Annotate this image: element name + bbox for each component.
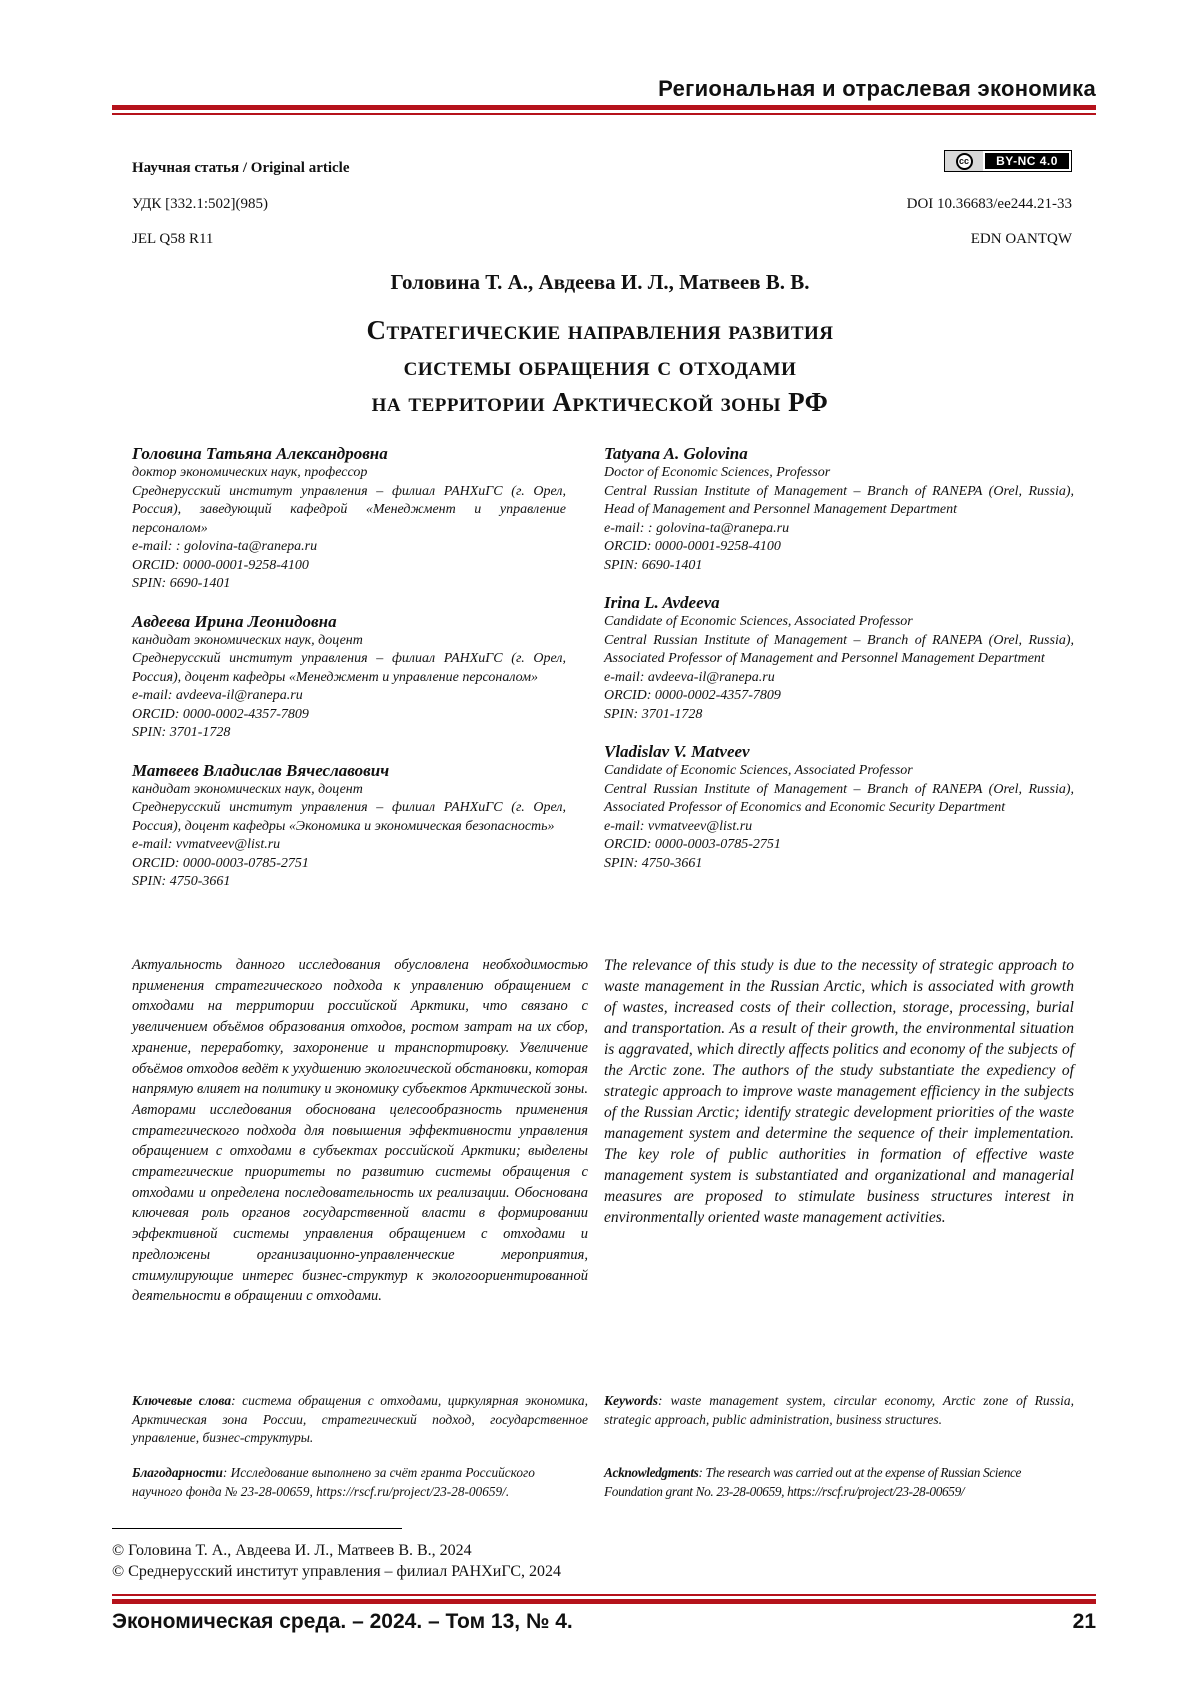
author-orcid: ORCID: 0000-0003-0785-2751 (132, 855, 309, 871)
author-spin: SPIN: 4750-3661 (604, 855, 703, 871)
authors-ru-column (132, 444, 566, 910)
author-name: Головина Татьяна Александровна (132, 444, 388, 463)
author-email[interactable]: e-mail: vvmatveev@list.ru (132, 837, 281, 852)
title-line-1: Стратегические направления развития (366, 315, 834, 345)
footer-rule-thin (112, 1594, 1096, 1596)
page-number: 21 (1072, 1610, 1096, 1633)
author-affiliation: Среднерусский институт управления – филиал РАНХиГС (г. Орел, Россия), доцент кафедры «Менеджмент и управление персоналом» (132, 651, 566, 685)
author-spin: SPIN: 6690-1401 (132, 576, 231, 591)
acknowledgments-ru (132, 1463, 588, 1501)
keywords-en-text: : waste management system, circular economy, Arctic zone of Russia, strategic approach, public administration, business structures. (604, 1393, 1074, 1427)
ack-ru-text: : Исследование выполнено за счёт гранта Российского научного фонда № 23-28-00659, https://rscf.ru/project/23-28-00659/. (132, 1465, 535, 1499)
author-name: Авдеева Ирина Леонидовна (132, 611, 337, 631)
cc-icon: cc (945, 151, 983, 171)
author-degree: Doctor of Economic Sciences, Professor (604, 465, 831, 480)
header-rule-thin (112, 113, 1096, 115)
footer (112, 1610, 1096, 1634)
footer-rule-thick (112, 1599, 1096, 1604)
article-type: Научная статья / Original article (132, 160, 350, 176)
article-title (150, 312, 1050, 420)
author-orcid: ORCID: 0000-0001-9258-4100 (132, 557, 309, 573)
author-name: Vladislav V. Matveev (604, 742, 750, 761)
abstract-ru: Актуальность данного исследования обусловлена необходимостью применения стратегического подхода к управлению обращением с отходами на территории российской Арктики, что связано с увеличением объёмов образования отходов, ростом затрат на их сбор, хранение, переработку, захоронение и транспортировку. Увеличение объёмов отходов ведёт к ухудшению экологической обстановки, которая напрямую влияет на политику и экономику субъектов Арктической зоны. Авторами исследования обоснована целесообразность применения стратегического подхода для повышения эффективности управления обращением с отходами в субъектах российской Арктики; выделены стратегические приоритеты по развитию системы обращения с отходами и определена последовательность их реализации. Обоснована ключевая роль органов государственной власти в формировании эффективной системы управления обращением с отходами и предложены организационно-управленческие мероприятия, стимулирующие интерес бизнес-структур к экологоориентированной деятельности в обращении с отходами. (132, 957, 588, 1305)
author-en-3 (604, 742, 1074, 873)
keywords-ru (132, 1392, 588, 1448)
keywords-ru-label: Ключевые слова (132, 1393, 232, 1408)
author-email[interactable]: e-mail: avdeeva-il@ranepa.ru (132, 688, 303, 703)
author-affiliation: Central Russian Institute of Management – Branch of RANEPA (Orel, Russia), Associated Professor of Management and Personnel Management Department (604, 632, 1074, 666)
author-spin: SPIN: 4750-3661 (132, 874, 231, 889)
author-affiliation: Central Russian Institute of Management – Branch of RANEPA (Orel, Russia), Head of Management and Personnel Management Department (604, 483, 1074, 517)
author-degree: Candidate of Economic Sciences, Associated Professor (604, 614, 913, 629)
author-name: Матвеев Владислав Вячеславович (132, 760, 390, 780)
author-affiliation: Central Russian Institute of Management – Branch of RANEPA (Orel, Russia), Associated Professor of Economics and Economic Security Department (604, 781, 1074, 815)
author-orcid: ORCID: 0000-0002-4357-7809 (604, 688, 781, 703)
jel: JEL Q58 R11 (132, 231, 214, 247)
running-header-title: Региональная и отраслевая экономика (658, 76, 1096, 101)
author-en-1 (604, 444, 1074, 575)
edn: EDN OANTQW (970, 231, 1072, 247)
footnote-separator (112, 1528, 402, 1529)
ack-en-text: : The research was carried out at the expense of Russian Science Foundation grant No. 23-28-00659, https://rscf.ru/project/23-28-00659/ (604, 1465, 1022, 1499)
ack-en-label: Acknowledgments (604, 1465, 699, 1480)
keywords-en (604, 1392, 1074, 1429)
udc: УДК [332.1:502](985) (132, 196, 268, 212)
author-email[interactable]: e-mail: : golovina-ta@ranepa.ru (604, 520, 790, 536)
keywords-ru-text: : система обращения с отходами, циркулярная экономика, Арктическая зона России, стратегический подход, государственное управление, бизнес-структуры. (132, 1393, 588, 1445)
author-ru-1 (132, 444, 566, 594)
author-email[interactable]: e-mail: vvmatveev@list.ru (604, 818, 753, 834)
author-en-2 (604, 593, 1074, 724)
abstract-en: The relevance of this study is due to the necessity of strategic approach to waste management in the Russian Arctic, which is associated with growth of wastes, increased costs of their collection, storage, processing, burial and transportation. As a result of their growth, the environmental situation is aggravated, which directly affects politics and economy of the subjects of the Arctic zone. The authors of the study substantiate the expediency of strategic approach to improve waste management efficiency in the subjects of the Russian Arctic; identify strategic development priorities of the waste management system and determine the sequence of their implementation. The key role of public authorities in formation of effective waste management system is substantiated and organizational and managerial measures are proposed to stimulate business structures interest in environmentally oriented waste management activities. (604, 957, 1074, 1226)
author-orcid: ORCID: 0000-0002-4357-7809 (132, 706, 309, 722)
ack-ru-label: Благодарности (132, 1465, 223, 1480)
author-spin: SPIN: 3701-1728 (132, 725, 231, 740)
author-email[interactable]: e-mail: : golovina-ta@ranepa.ru (132, 539, 318, 554)
keywords-en-label: Keywords (604, 1393, 658, 1408)
author-name: Irina L. Avdeeva (604, 593, 720, 612)
author-ru-3 (132, 761, 566, 892)
authors-line: Головина Т. А., Авдеева И. Л., Матвеев В. В. (390, 270, 810, 294)
author-email[interactable]: e-mail: avdeeva-il@ranepa.ru (604, 669, 775, 685)
author-name: Tatyana A. Golovina (604, 444, 748, 463)
author-spin: SPIN: 6690-1401 (604, 557, 703, 573)
author-degree: доктор экономических наук, профессор (132, 465, 368, 480)
title-line-2: системы обращения с отходами (403, 351, 797, 381)
authors-en-column (604, 444, 1074, 891)
author-orcid: ORCID: 0000-0001-9258-4100 (604, 539, 781, 554)
doi[interactable]: DOI 10.36683/ee244.21-33 (906, 196, 1072, 212)
title-line-3: на территории Арктической зоны РФ (371, 387, 829, 417)
license-label: BY-NC 4.0 (985, 153, 1069, 169)
author-degree: кандидат экономических наук, доцент (132, 632, 363, 648)
acknowledgments-en (604, 1463, 1074, 1501)
author-affiliation: Среднерусский институт управления – филиал РАНХиГС (г. Орел, Россия), доцент кафедры «Экономика и экономическая безопасность» (132, 800, 566, 834)
copyright-institute: © Среднерусский институт управления – филиал РАНХиГС, 2024 (112, 1563, 562, 1580)
license-badge[interactable] (944, 150, 1072, 172)
copyright-authors: © Головина Т. А., Авдеева И. Л., Матвеев В. В., 2024 (112, 1542, 472, 1559)
author-orcid: ORCID: 0000-0003-0785-2751 (604, 837, 781, 852)
author-degree: кандидат экономических наук, доцент (132, 781, 363, 797)
author-degree: Candidate of Economic Sciences, Associated Professor (604, 763, 913, 778)
author-affiliation: Среднерусский институт управления – филиал РАНХиГС (г. Орел, Россия), заведующий кафедрой «Менеджмент и управление персоналом» (132, 483, 566, 536)
author-ru-2 (132, 612, 566, 743)
header-rule-thick (112, 105, 1096, 110)
journal-citation: Экономическая среда. – 2024. – Том 13, № 4. (112, 1610, 573, 1633)
author-spin: SPIN: 3701-1728 (604, 706, 703, 722)
